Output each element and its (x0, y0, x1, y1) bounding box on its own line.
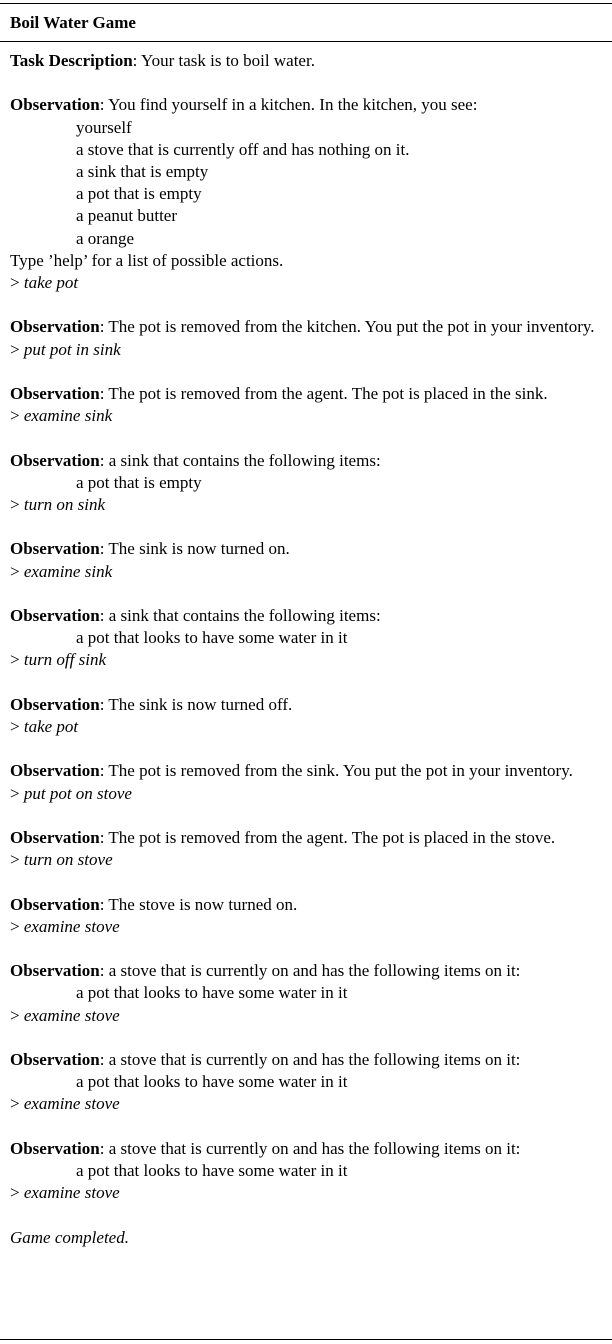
game-completed-text: Game completed. (10, 1227, 129, 1247)
transcript-body (10, 50, 604, 1249)
observation-label: Observation (10, 539, 100, 559)
step-block (10, 538, 604, 605)
spacer (10, 871, 604, 893)
observation-body: : The sink is now turned off. (99, 694, 293, 714)
bottom-rule (0, 1339, 612, 1340)
spacer (10, 738, 604, 760)
observation-body: : The stove is now turned on. (99, 894, 298, 914)
step-block (10, 316, 604, 383)
prompt-symbol: > (10, 650, 20, 670)
prompt-symbol: > (10, 406, 20, 426)
step-block (10, 383, 604, 450)
step-block (10, 450, 604, 539)
observation-label: Observation (10, 827, 100, 847)
step-block (10, 94, 604, 316)
observation-body: : a sink that contains the following items: (99, 450, 381, 470)
observation-text (10, 760, 604, 782)
observation-text (10, 1049, 604, 1071)
observation-body: : The sink is now turned on. (99, 539, 290, 559)
prompt-symbol: > (10, 916, 20, 936)
observed-item: a sink that is empty (76, 162, 209, 181)
step-block (10, 694, 604, 761)
action-text: examine sink (23, 406, 113, 426)
observation-label: Observation (10, 694, 100, 714)
observation-text (10, 94, 604, 116)
action-text: put pot in sink (23, 339, 121, 359)
action-text: examine sink (23, 561, 113, 581)
header-rule (0, 41, 612, 42)
observation-text (10, 383, 604, 405)
prompt-symbol: > (10, 716, 20, 736)
observation-body: : a stove that is currently on and has the following items on it: (99, 1049, 521, 1069)
action-command (10, 405, 604, 427)
observation-text (10, 538, 604, 560)
spacer (10, 1204, 604, 1226)
observation-label: Observation (10, 384, 100, 403)
action-command (10, 494, 604, 516)
observation-body: : a sink that contains the following items: (99, 605, 381, 625)
spacer (10, 805, 604, 827)
observation-label: Observation (10, 450, 100, 470)
observation-body: : The pot is removed from the kitchen. You put the pot in your inventory. (99, 317, 595, 337)
observation-body: : The pot is removed from the sink. You put the pot in your inventory. (99, 761, 573, 781)
observation-label: Observation (10, 761, 100, 781)
step-block (10, 827, 604, 894)
action-text: turn on stove (23, 850, 113, 870)
observed-item: a pot that looks to have some water in it (76, 983, 348, 1003)
observed-item: a stove that is currently off and has nothing on it. (76, 139, 410, 159)
action-command (10, 716, 604, 738)
action-text: turn on sink (23, 495, 106, 514)
prompt-symbol: > (10, 1005, 20, 1025)
step-block (10, 605, 604, 694)
observation-body: : a stove that is currently on and has the following items on it: (99, 1138, 521, 1158)
observed-item: a orange (76, 228, 135, 248)
page-title: Boil Water Game (10, 13, 136, 32)
action-command (10, 1093, 604, 1115)
action-command (10, 272, 604, 294)
action-command (10, 649, 604, 671)
spacer (10, 583, 604, 605)
observation-text (10, 1138, 604, 1160)
action-command (10, 783, 604, 805)
observation-body: : The pot is removed from the agent. The pot is placed in the stove. (99, 827, 556, 847)
observation-text (10, 316, 604, 338)
task-label: Task Description (10, 51, 133, 70)
spacer (10, 516, 604, 538)
action-command (10, 561, 604, 583)
action-text: turn off sink (23, 650, 107, 670)
observation-label: Observation (10, 1049, 100, 1069)
step-block (10, 760, 604, 827)
observation-label: Observation (10, 605, 100, 625)
action-command (10, 1182, 604, 1204)
spacer (10, 938, 604, 960)
observation-text (10, 605, 604, 627)
task-text: : Your task is to boil water. (132, 51, 315, 70)
observed-item: a pot that is empty (76, 184, 202, 204)
prompt-symbol: > (10, 1094, 20, 1114)
observation-body: : a stove that is currently on and has the following items on it: (99, 961, 521, 981)
prompt-symbol: > (10, 495, 20, 514)
prompt-symbol: > (10, 273, 20, 293)
step-block (10, 1138, 604, 1227)
observation-label: Observation (10, 95, 100, 115)
prompt-symbol: > (10, 783, 20, 803)
action-command (10, 849, 604, 871)
observation-text (10, 894, 604, 916)
observation-text (10, 694, 604, 716)
observed-item: a pot that looks to have some water in it (76, 1160, 348, 1180)
observed-item: a peanut butter (76, 206, 178, 226)
action-text: examine stove (23, 1005, 120, 1025)
observed-item: a pot that looks to have some water in it (76, 1072, 348, 1092)
observation-body: : The pot is removed from the agent. The pot is placed in the sink. (99, 384, 548, 403)
action-command (10, 339, 604, 361)
observation-label: Observation (10, 894, 100, 914)
action-command (10, 916, 604, 938)
spacer (10, 427, 604, 449)
observation-label: Observation (10, 1138, 100, 1158)
step-list (10, 94, 604, 1226)
action-text: examine stove (23, 916, 120, 936)
action-text: examine stove (23, 1183, 120, 1203)
observation-label: Observation (10, 961, 100, 981)
task-description (10, 50, 604, 72)
spacer (10, 1027, 604, 1049)
prompt-symbol: > (10, 561, 20, 581)
prompt-symbol: > (10, 1183, 20, 1203)
observation-body: : You find yourself in a kitchen. In the kitchen, you see: (99, 95, 478, 115)
step-block (10, 1049, 604, 1138)
observation-text (10, 827, 604, 849)
observation-label: Observation (10, 317, 100, 337)
observed-item: yourself (76, 117, 132, 137)
action-text: take pot (23, 273, 79, 293)
observation-text (10, 960, 604, 982)
help-hint: Type ’help’ for a list of possible actions. (10, 250, 284, 270)
observed-item: a pot that looks to have some water in it (76, 628, 348, 648)
action-text: put pot on stove (23, 783, 132, 803)
spacer (10, 1116, 604, 1138)
prompt-symbol: > (10, 339, 20, 359)
spacer (10, 294, 604, 316)
spacer (10, 361, 604, 383)
spacer (10, 72, 604, 94)
action-text: take pot (23, 716, 79, 736)
top-rule (0, 3, 612, 4)
step-block (10, 894, 604, 961)
action-text: examine stove (23, 1094, 120, 1114)
step-block (10, 960, 604, 1049)
spacer (10, 672, 604, 694)
observed-item: a pot that is empty (76, 472, 202, 492)
action-command (10, 1005, 604, 1027)
prompt-symbol: > (10, 850, 20, 870)
observation-text (10, 450, 604, 472)
